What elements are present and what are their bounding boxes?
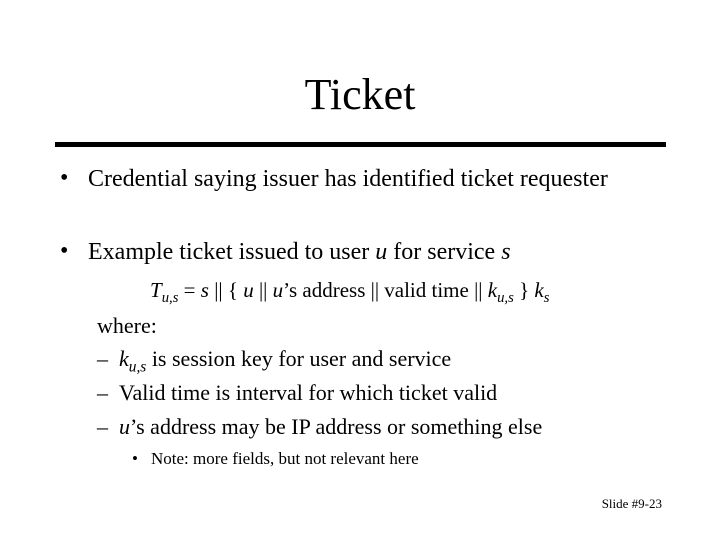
note-bullet-dot: • [132,449,138,468]
sub-item-valid-time: – Valid time is interval for which ticket valid [97,380,498,405]
slide-number: Slide #9-23 [601,496,662,511]
bullet-1-text: Credential saying issuer has identified ticket requester [88,166,608,192]
sub-item-address: – u’s address may be IP address or something else [97,414,543,439]
bullet-2-text: Example ticket issued to user u for service s [88,239,511,265]
title-underline [55,142,666,147]
user-var: u [375,239,388,265]
sub-item-session-key: – $k_{u,s}$ is session key for user and service [97,346,452,376]
bullet-2-prefix: Example ticket issued to user [88,239,376,265]
where-label: where: [97,313,157,338]
slide-title: Ticket [304,70,416,119]
ticket-formula: $T_{u,s} = s$ || { u || u’s address || valid time || $k_{u,s}$ } $k_s$ [150,278,550,307]
note-bullet-text: Note: more fields, but not relevant here [151,449,419,468]
bullet-dot: • [60,238,69,264]
bullet-dot: • [60,165,69,191]
service-var: s [501,239,511,265]
